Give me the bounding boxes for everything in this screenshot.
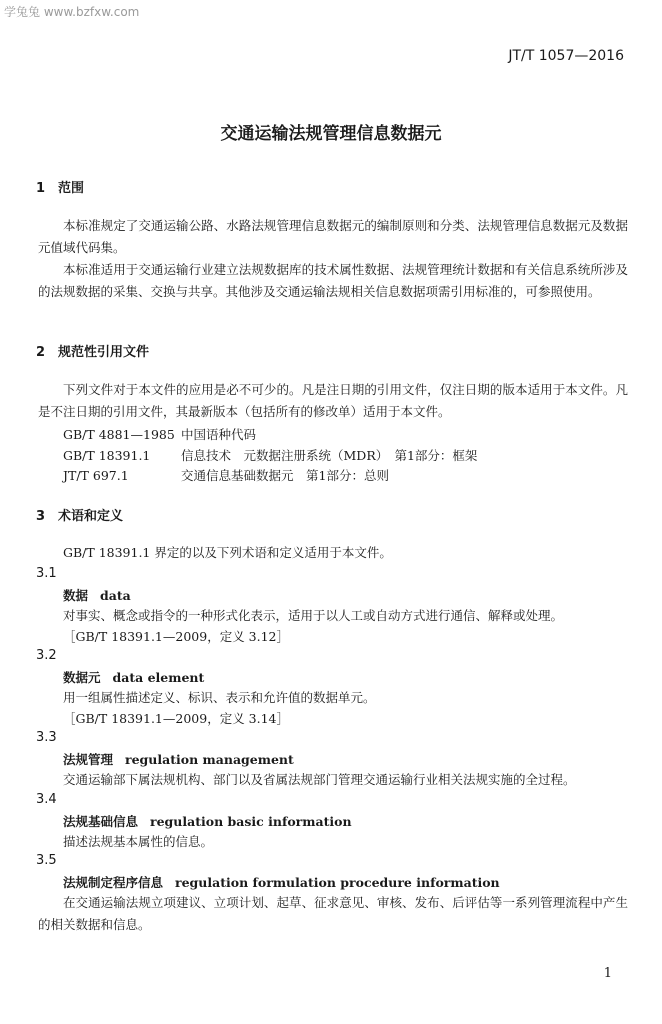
term-number: 3.5: [36, 853, 57, 868]
reference-code: JT/T 697.1: [63, 468, 129, 483]
term-source: ［GB/T 18391.1—2009，定义 3.14］: [63, 711, 290, 726]
reference-title: 信息技术 元数据注册系统（MDR） 第1部分：框架: [181, 448, 478, 463]
term-definition: 对事实、概念或指令的一种形式化表示，适用于以人工或自动方式进行通信、解释或处理。: [63, 608, 564, 623]
term-heading: [63, 873, 500, 891]
document-title: 交通运输法规管理信息数据元: [220, 124, 442, 144]
term-definition: 在交通运输法规立项建议、立项计划、起草、征求意见、审核、发布、后评估等一系列管理流程中产生的相关数据和信息。: [38, 895, 628, 932]
reference-code: GB/T 4881—1985: [63, 427, 175, 442]
term-zh: 数据元: [63, 670, 101, 685]
terms-intro: GB/T 18391.1 界定的以及下列术语和定义适用于本文件。: [63, 545, 392, 560]
term-source: ［GB/T 18391.1—2009，定义 3.12］: [63, 629, 290, 644]
reference-item: [63, 425, 256, 443]
reference-title: 交通信息基础数据元 第1部分：总则: [181, 468, 389, 483]
section-title: 规范性引用文件: [58, 345, 150, 360]
watermark: 学兔兔 www.bzfxw.com: [4, 5, 140, 19]
page-number: 1: [603, 966, 612, 981]
section-title: 术语和定义: [58, 509, 124, 524]
term-heading: [63, 586, 131, 604]
term-definition: 交通运输部下属法规机构、部门以及省属法规部门管理交通运输行业相关法规实施的全过程。: [63, 772, 576, 787]
section-heading-terms: [36, 505, 123, 524]
term-number: 3.3: [36, 730, 57, 745]
reference-item: [63, 446, 477, 464]
term-zh: 法规管理: [63, 752, 114, 767]
term-heading: [63, 750, 294, 768]
term-zh: 法规制定程序信息: [63, 875, 164, 890]
term-en: data: [100, 588, 131, 603]
standard-number: JT/T 1057—2016: [508, 48, 624, 64]
term-en: data element: [112, 670, 205, 685]
term-number: 3.4: [36, 792, 57, 807]
section-number: 3: [36, 509, 46, 524]
section-heading-normative: [36, 341, 149, 360]
term-heading: [63, 668, 204, 686]
scope-paragraph-2: 本标准适用于交通运输行业建立法规数据库的技术属性数据、法规管理统计数据和有关信息系统所涉及的法规数据的采集、交换与共享。其他涉及交通运输法规相关信息数据项需引用标准的，可参照使用。: [38, 262, 628, 299]
term-zh: 法规基础信息: [63, 814, 139, 829]
term-number: 3.2: [36, 648, 57, 663]
term-definition: 描述法规基本属性的信息。: [63, 834, 214, 849]
term-number: 3.1: [36, 566, 57, 581]
section-title: 范围: [58, 181, 85, 196]
reference-code: GB/T 18391.1: [63, 448, 151, 463]
section-heading-scope: [36, 177, 84, 196]
reference-title: 中国语种代码: [181, 427, 257, 442]
term-en: regulation management: [125, 752, 294, 767]
term-heading: [63, 812, 352, 830]
section-number: 1: [36, 181, 46, 196]
term-en: regulation formulation procedure information: [175, 875, 500, 890]
reference-item: [63, 466, 389, 484]
term-definition: 用一组属性描述定义、标识、表示和允许值的数据单元。: [63, 690, 376, 705]
section-number: 2: [36, 345, 46, 360]
term-en: regulation basic information: [150, 814, 352, 829]
scope-paragraph-1: 本标准规定了交通运输公路、水路法规管理信息数据元的编制原则和分类、法规管理信息数据元及数据元值域代码集。: [38, 218, 628, 255]
normative-intro: 下列文件对于本文件的应用是必不可少的。凡是注日期的引用文件，仅注日期的版本适用于本文件。凡是不注日期的引用文件，其最新版本（包括所有的修改单）适用于本文件。: [38, 382, 628, 419]
term-zh: 数据: [63, 588, 89, 603]
